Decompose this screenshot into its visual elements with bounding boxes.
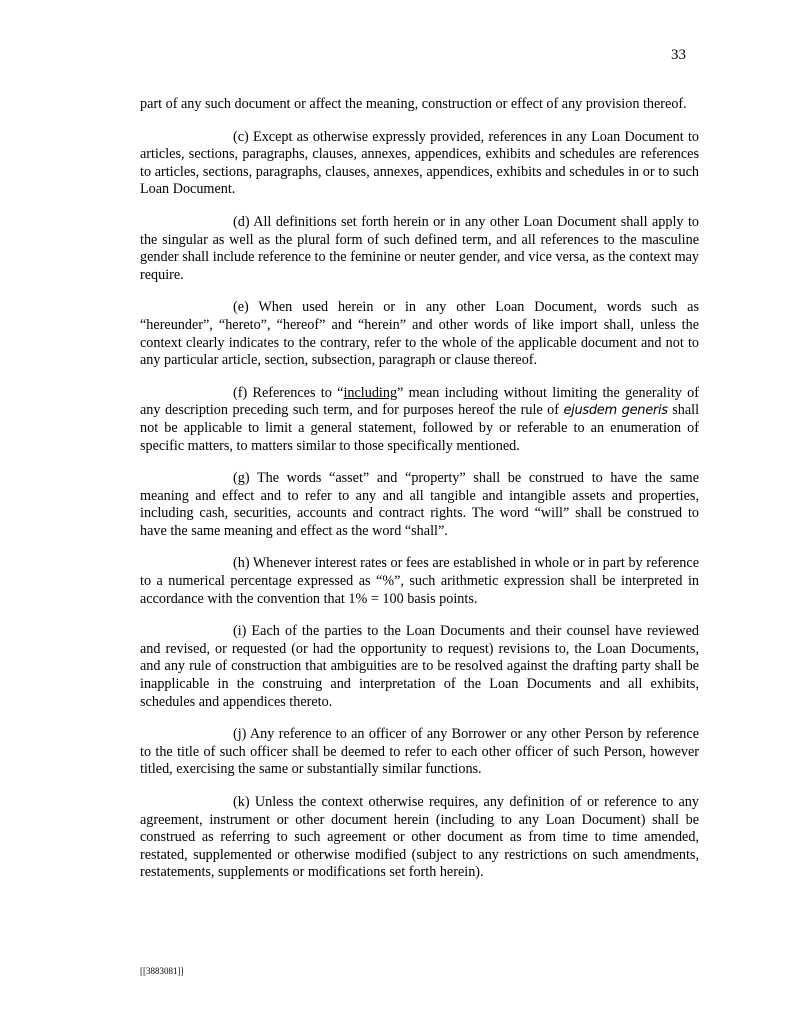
paragraph-i: (i) Each of the parties to the Loan Documents and their counsel have reviewed and revised, or requested (or had the opportunity to request) revisions to, the Loan Documents, and any rule of construction that ambiguities are to be resolved against the drafting party shall be inapplicable in the construing and interpretation of the Loan Documents and all exhibits, schedules and appendices thereto. — [140, 623, 699, 710]
paragraph-f — [140, 385, 699, 455]
page-number: 33 — [671, 47, 686, 63]
paragraph-f-part1: (f) References to “ — [233, 384, 344, 401]
document-body — [140, 96, 699, 897]
paragraph-e: (e) When used herein or in any other Loan Document, words such as “hereunder”, “hereto”, “hereof” and “herein” and other words of like import shall, unless the context clearly indicates to the contrary, refer to the whole of the applicable document and not to any particular article, section, subsection, paragraph or clause thereof. — [140, 299, 699, 369]
document-id-footer: [[3883081]] — [140, 966, 184, 976]
paragraph-continuation: part of any such document or affect the meaning, construction or effect of any provision thereof. — [140, 96, 687, 112]
paragraph-g: (g) The words “asset” and “property” shall be construed to have the same meaning and effect and to refer to any and all tangible and intangible assets and properties, including cash, securities, accounts and contract rights. The word “will” shall be construed to have the same meaning and effect as the word “shall”. — [140, 470, 699, 539]
paragraph-f-part2: ” mean including without limiting the generality of any description preceding such term, and for purposes hereof the rule of — [140, 384, 699, 419]
paragraph-k: (k) Unless the context otherwise requires, any definition of or reference to any agreement, instrument or other document herein (including to any Loan Document) shall be construed as referring to such agreement or other document as from time to time amended, restated, supplemented or otherwise modified (subject to any restrictions on such amendments, restatements, supplements or modifications set forth herein). — [140, 794, 699, 881]
paragraph-h: (h) Whenever interest rates or fees are established in whole or in part by reference to a numerical percentage expressed as “%”, such arithmetic expression shall be interpreted in accordance with the convention that 1% = 100 basis points. — [140, 555, 699, 607]
paragraph-j: (j) Any reference to an officer of any Borrower or any other Person by reference to the title of such officer shall be deemed to refer to each other officer of such Person, however titled, exercising the same or substantially similar functions. — [140, 726, 699, 778]
paragraph-f-part3: shall not be applicable to limit a general statement, followed by or referable to an enumeration of specific matters, to matters similar to those specifically mentioned. — [140, 402, 700, 454]
paragraph-d: (d) All definitions set forth herein or in any other Loan Document shall apply to the singular as well as the plural form of such defined term, and all references to the masculine gender shall include reference to the feminine or neuter gender, and vice versa, as the context may require. — [140, 213, 699, 283]
latin-term: ejusdem generis — [563, 403, 668, 419]
underlined-term: including — [343, 384, 398, 401]
paragraph-c: (c) Except as otherwise expressly provided, references in any Loan Document to articles, sections, paragraphs, clauses, annexes, appendices, exhibits and schedules are references to articles, sections, paragraphs, clauses, annexes, appendices, exhibits and schedules in or to such Loan Document. — [140, 128, 699, 198]
